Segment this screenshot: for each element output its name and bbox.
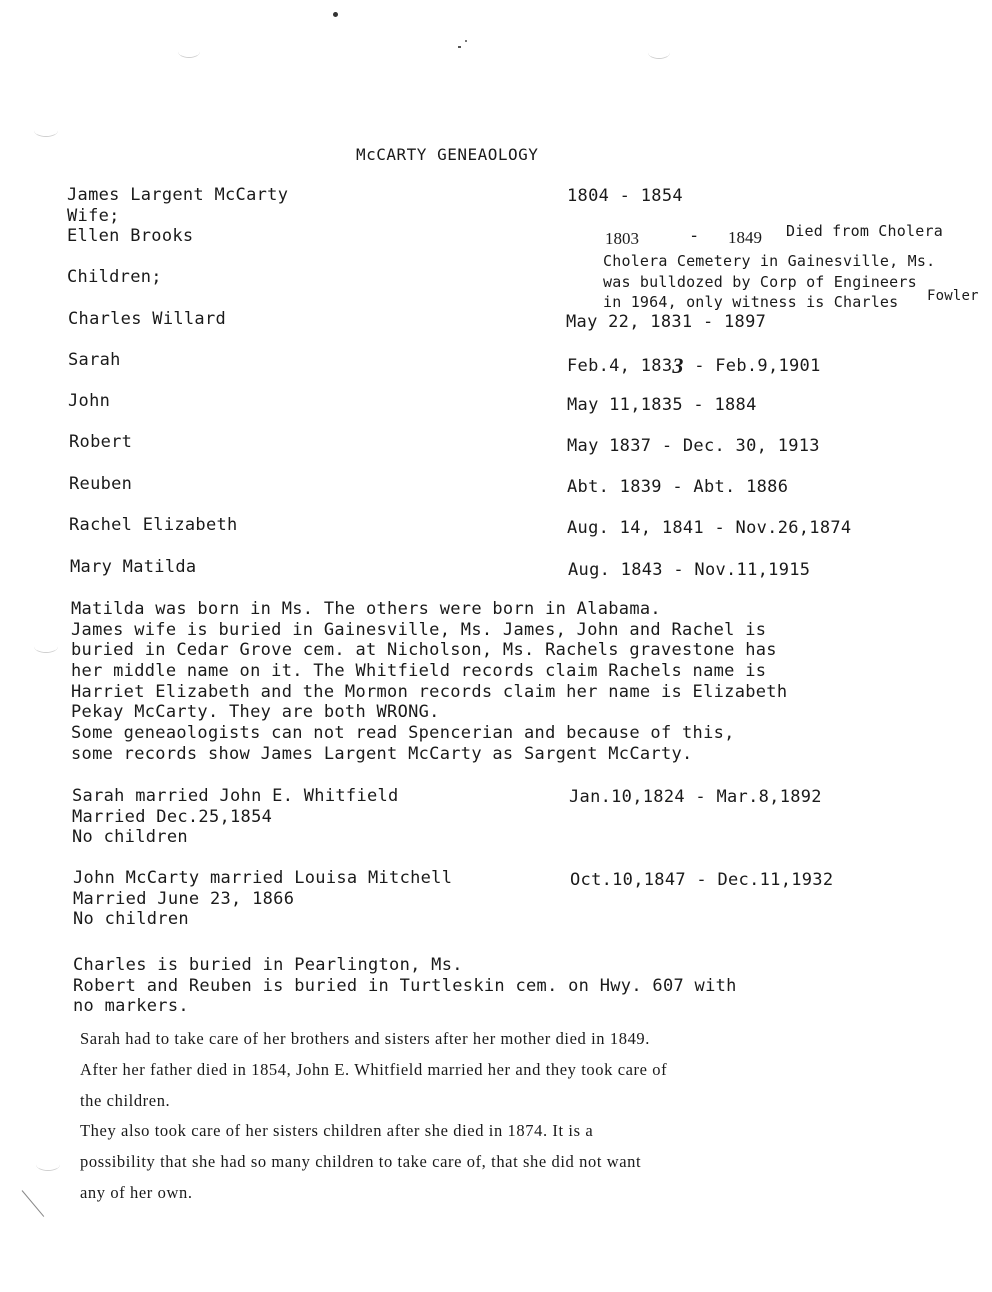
head-left-block bbox=[67, 185, 288, 247]
child-dates: Aug. 1843 - Nov.11,1915 bbox=[568, 560, 811, 580]
paragraph-line: James wife is buried in Gainesville, Ms. James, John and Rachel is bbox=[71, 619, 767, 640]
paragraph-line: After her father died in 1854, John E. Whitfield married her and they took care of bbox=[80, 1059, 668, 1079]
child-dates: Aug. 14, 1841 - Nov.26,1874 bbox=[567, 518, 852, 538]
child-name: Rachel Elizabeth bbox=[69, 515, 238, 535]
paragraph-line: some records show James Largent McCarty as Sargent McCarty. bbox=[71, 743, 693, 764]
cholera-note bbox=[603, 251, 935, 313]
paragraph-line: buried in Cedar Grove cem. at Nicholson, Ms. Rachels gravestone has bbox=[71, 640, 777, 661]
child-dates: May 22, 1831 - 1897 bbox=[566, 312, 767, 332]
cholera-note-fowler: Fowler bbox=[927, 288, 979, 304]
child-name: Charles Willard bbox=[68, 309, 227, 329]
marriage-john-dates: Oct.10,1847 - Dec.11,1932 bbox=[570, 870, 834, 890]
ellen-birth: 1803 bbox=[605, 229, 639, 248]
scan-smudge bbox=[34, 640, 58, 653]
child-dates: May 1837 - Dec. 30, 1913 bbox=[567, 436, 820, 456]
marriage-john bbox=[73, 868, 452, 930]
closing-paragraph bbox=[80, 1024, 667, 1209]
paragraph-line: no markers. bbox=[73, 996, 189, 1017]
paragraph-line: Some geneaologists can not read Spencerian and because of this, bbox=[71, 723, 735, 744]
birth-burial-paragraph bbox=[71, 599, 787, 765]
paragraph-line: her middle name on it. The Whitfield records claim Rachels name is bbox=[71, 661, 767, 682]
cholera-note-line: Cholera Cemetery in Gainesville, Ms. bbox=[603, 252, 936, 270]
ellen-death: 1849 bbox=[728, 228, 762, 247]
child-dates: Feb.4, 1833 - Feb.9,1901 bbox=[567, 353, 821, 378]
child-name: John bbox=[68, 391, 111, 411]
scan-smudge bbox=[648, 46, 670, 59]
paragraph-line: Charles is buried in Pearlington, Ms. bbox=[73, 955, 463, 975]
marriage-line: Sarah married John E. Whitfield bbox=[72, 786, 399, 806]
scan-smudge bbox=[36, 1158, 60, 1171]
child-name: Sarah bbox=[68, 350, 121, 370]
marriage-line: Married June 23, 1866 bbox=[73, 888, 295, 909]
marriage-line: No children bbox=[73, 909, 189, 930]
child-dates: Abt. 1839 - Abt. 1886 bbox=[567, 477, 789, 497]
paragraph-line: any of her own. bbox=[80, 1182, 193, 1202]
child-name: Reuben bbox=[69, 474, 133, 494]
scan-smudge bbox=[178, 45, 200, 58]
scan-smudge bbox=[34, 124, 58, 137]
scan-speck bbox=[465, 40, 467, 42]
scan-speck bbox=[333, 12, 338, 17]
cholera-note-line: in 1964, only witness is Charles bbox=[603, 293, 899, 312]
marriage-sarah-dates: Jan.10,1824 - Mar.8,1892 bbox=[569, 787, 822, 807]
paragraph-line: They also took care of her sisters children after she died in 1874. It is a bbox=[80, 1121, 594, 1141]
children-label: Children; bbox=[67, 267, 162, 287]
ellen-dash: - bbox=[689, 226, 700, 246]
paragraph-line: Harriet Elizabeth and the Mormon records claim her name is Elizabeth bbox=[71, 681, 788, 702]
paragraph-line: Pekay McCarty. They are both WRONG. bbox=[71, 702, 440, 723]
child-dates: May 11,1835 - 1884 bbox=[567, 395, 757, 415]
child-name: Robert bbox=[69, 432, 133, 452]
marriage-line: Married Dec.25,1854 bbox=[72, 806, 273, 827]
marriage-sarah bbox=[72, 786, 399, 848]
ellen-note: Died from Cholera bbox=[786, 222, 943, 240]
head-wife-name: Ellen Brooks bbox=[67, 226, 194, 247]
head-wife-label: Wife; bbox=[67, 205, 120, 226]
paragraph-line: possibility that she had so many children to take care of, that she did not want bbox=[80, 1152, 642, 1172]
paragraph-line: Robert and Reuben is buried in Turtleskin cem. on Hwy. 607 with bbox=[73, 975, 737, 996]
child-name: Mary Matilda bbox=[70, 557, 197, 577]
paragraph-line: Matilda was born in Ms. The others were born in Alabama. bbox=[71, 599, 661, 619]
scan-speck bbox=[458, 46, 461, 48]
paragraph-line: the children. bbox=[80, 1090, 171, 1110]
page-title: McCARTY GENEAOLOGY bbox=[356, 145, 539, 164]
head-dates: 1804 - 1854 bbox=[567, 186, 683, 206]
burials-paragraph bbox=[73, 955, 737, 1017]
marriage-line: No children bbox=[72, 827, 188, 848]
marriage-line: John McCarty married Louisa Mitchell bbox=[73, 868, 453, 888]
scan-stroke bbox=[22, 1190, 45, 1217]
paragraph-line: Sarah had to take care of her brothers and sisters after her mother died in 1849. bbox=[80, 1029, 650, 1048]
head-name: James Largent McCarty bbox=[67, 185, 289, 205]
cholera-note-line: was bulldozed by Corp of Engineers bbox=[603, 272, 917, 291]
